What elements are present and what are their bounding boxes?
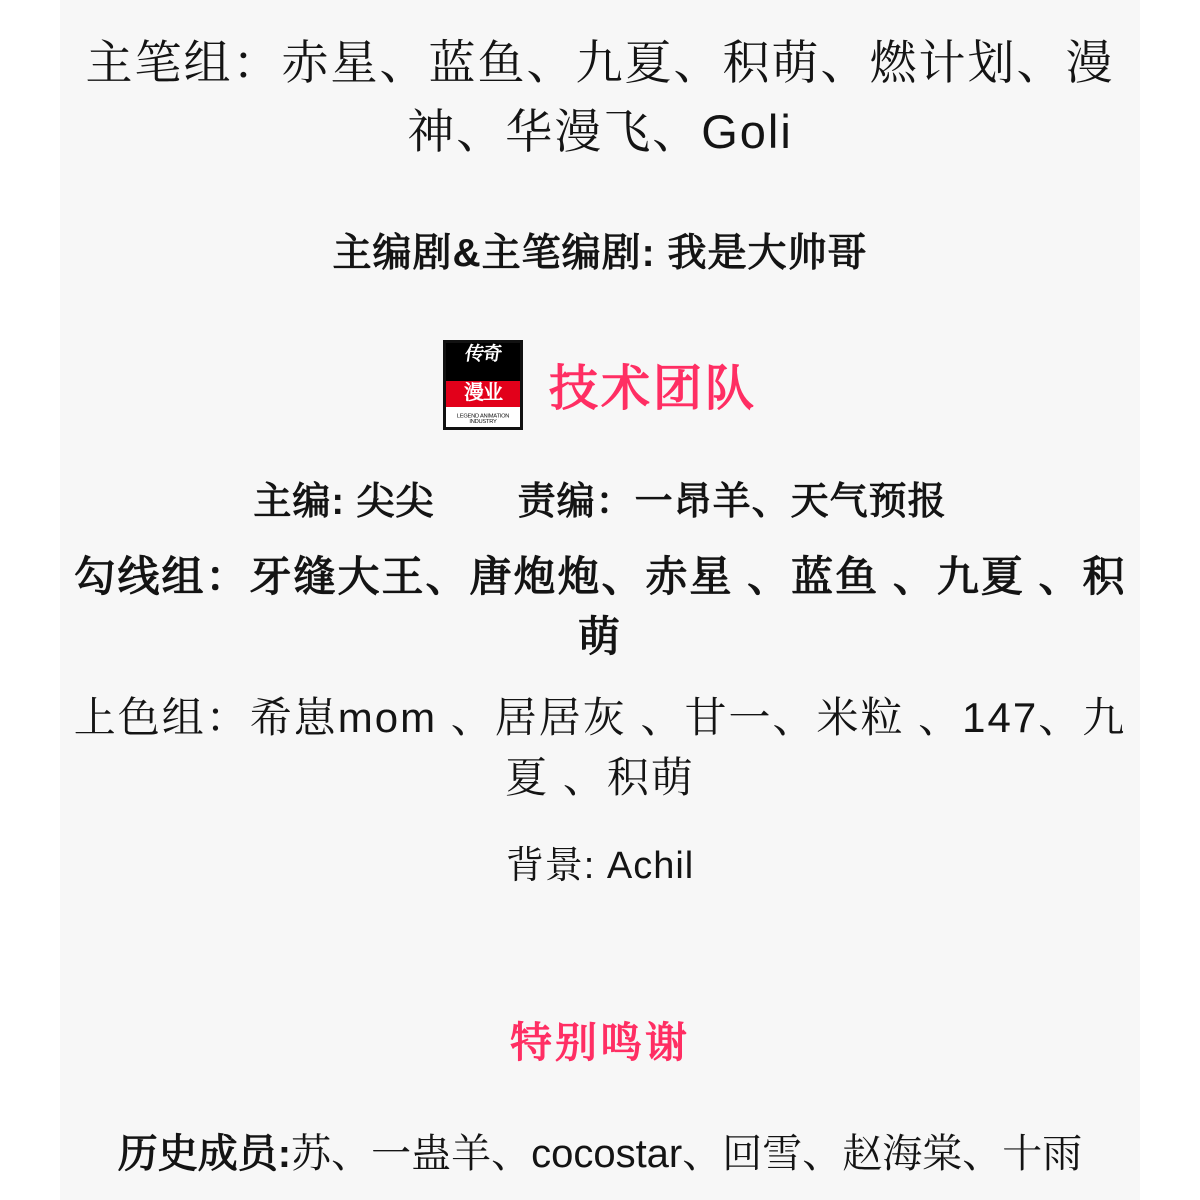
coloring-group-text: 上色组：希崽mom 、居居灰 、甘一、米粒 、147、九夏 、积萌 xyxy=(73,694,1127,801)
historical-members-value: 苏、一蛊羊、cocostar、回雪、赵海棠、十雨 xyxy=(291,1132,1083,1176)
lead-artists-section xyxy=(60,28,1140,166)
chief-writer-section xyxy=(60,222,1140,278)
lead-artists-text: 主笔组：赤星、蓝鱼、九夏、积萌、燃计划、漫神、华漫飞、Goli xyxy=(85,36,1115,159)
special-thanks-title: 特别鸣谢 xyxy=(509,1019,690,1066)
tech-team-title: 技术团队 xyxy=(548,362,757,416)
chief-writer-text: 主编剧&主笔编剧: 我是大帅哥 xyxy=(332,232,868,275)
editor-in-chief-label: 主编: 尖尖 xyxy=(253,481,435,523)
managing-editor-label: 责编：一昂羊、天气预报 xyxy=(517,481,947,523)
background-artist-text: 背景: Achil xyxy=(505,844,695,887)
studio-logo-icon xyxy=(443,340,523,430)
lineart-group-text: 勾线组：牙缝大王、唐炮炮、赤星 、蓝鱼 、九夏 、积萌 xyxy=(73,553,1127,660)
logo-mid-text: 漫业 xyxy=(463,382,502,404)
role-row xyxy=(60,470,1140,525)
tech-team-header xyxy=(60,340,1140,430)
historical-members-line xyxy=(0,1122,1200,1179)
historical-members-label: 历史成员: xyxy=(117,1132,292,1176)
logo-top-text: 传奇 xyxy=(463,344,503,365)
roles-section xyxy=(60,470,1140,889)
special-thanks-section xyxy=(0,1010,1200,1179)
logo-bottom-text: LEGEND ANIMATION INDUSTRY xyxy=(456,413,510,425)
